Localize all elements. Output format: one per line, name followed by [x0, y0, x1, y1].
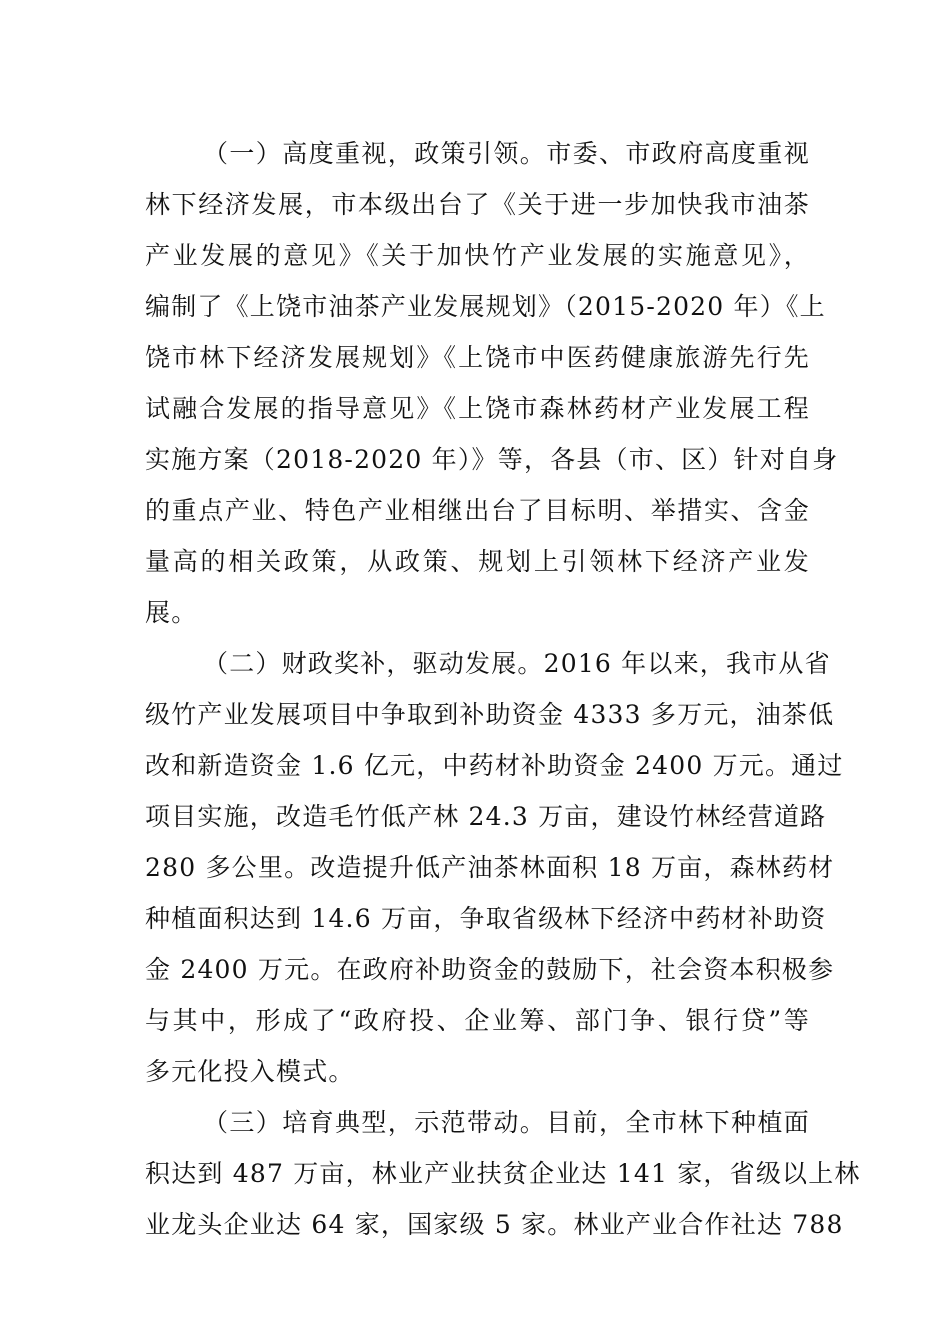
paragraph-line: 业龙头企业达 64 家，国家级 5 家。林业产业合作社达 788: [145, 1210, 844, 1239]
paragraph-line: 产业发展的意见》《关于加快竹产业发展的实施意见》，: [145, 241, 810, 270]
paragraph-line: 实施方案（2018-2020 年）》等，各县（市、区）针对自身: [145, 445, 839, 474]
paragraph-line: 改和新造资金 1.6 亿元，中药材补助资金 2400 万元。通过: [145, 751, 844, 780]
paragraph-line: 量高的相关政策，从政策、规划上引领林下经济产业发: [145, 547, 810, 576]
paragraph-line: 展。: [145, 598, 198, 627]
paragraph-line: （一）高度重视，政策引领。市委、市政府高度重视: [203, 139, 810, 168]
document-body: [145, 128, 861, 1250]
paragraph-line: （三）培育典型，示范带动。目前，全市林下种植面: [203, 1108, 810, 1137]
paragraph-line: 与其中，形成了“政府投、企业筹、部门争、银行贷”等: [145, 1006, 810, 1035]
paragraph-line: 试融合发展的指导意见》《上饶市森林药材产业发展工程: [145, 394, 810, 423]
paragraph-line: 林下经济发展，市本级出台了《关于进一步加快我市油茶: [145, 190, 810, 219]
paragraph-line: 280 多公里。改造提升低产油茶林面积 18 万亩，森林药材: [145, 853, 835, 882]
paragraph-line: （二）财政奖补，驱动发展。2016 年以来，我市从省: [203, 649, 831, 678]
paragraph-line: 的重点产业、特色产业相继出台了目标明、举措实、含金: [145, 496, 810, 525]
paragraph-line: 种植面积达到 14.6 万亩，争取省级林下经济中药材补助资: [145, 904, 827, 933]
paragraph-3: [145, 1097, 861, 1250]
paragraph-line: 项目实施，改造毛竹低产林 24.3 万亩，建设竹林经营道路: [145, 802, 827, 831]
paragraph-2: [145, 638, 844, 1097]
paragraph-line: 金 2400 万元。在政府补助资金的鼓励下，社会资本积极参: [145, 955, 835, 984]
paragraph-line: 积达到 487 万亩，林业产业扶贫企业达 141 家，省级以上林: [145, 1159, 861, 1188]
paragraph-1: [145, 128, 839, 638]
paragraph-line: 饶市林下经济发展规划》《上饶市中医药健康旅游先行先: [145, 343, 810, 372]
paragraph-line: 编制了《上饶市油茶产业发展规划》（2015-2020 年）《上: [145, 292, 826, 321]
paragraph-line: 级竹产业发展项目中争取到补助资金 4333 多万元，油茶低: [145, 700, 835, 729]
paragraph-line: 多元化投入模式。: [145, 1057, 355, 1086]
